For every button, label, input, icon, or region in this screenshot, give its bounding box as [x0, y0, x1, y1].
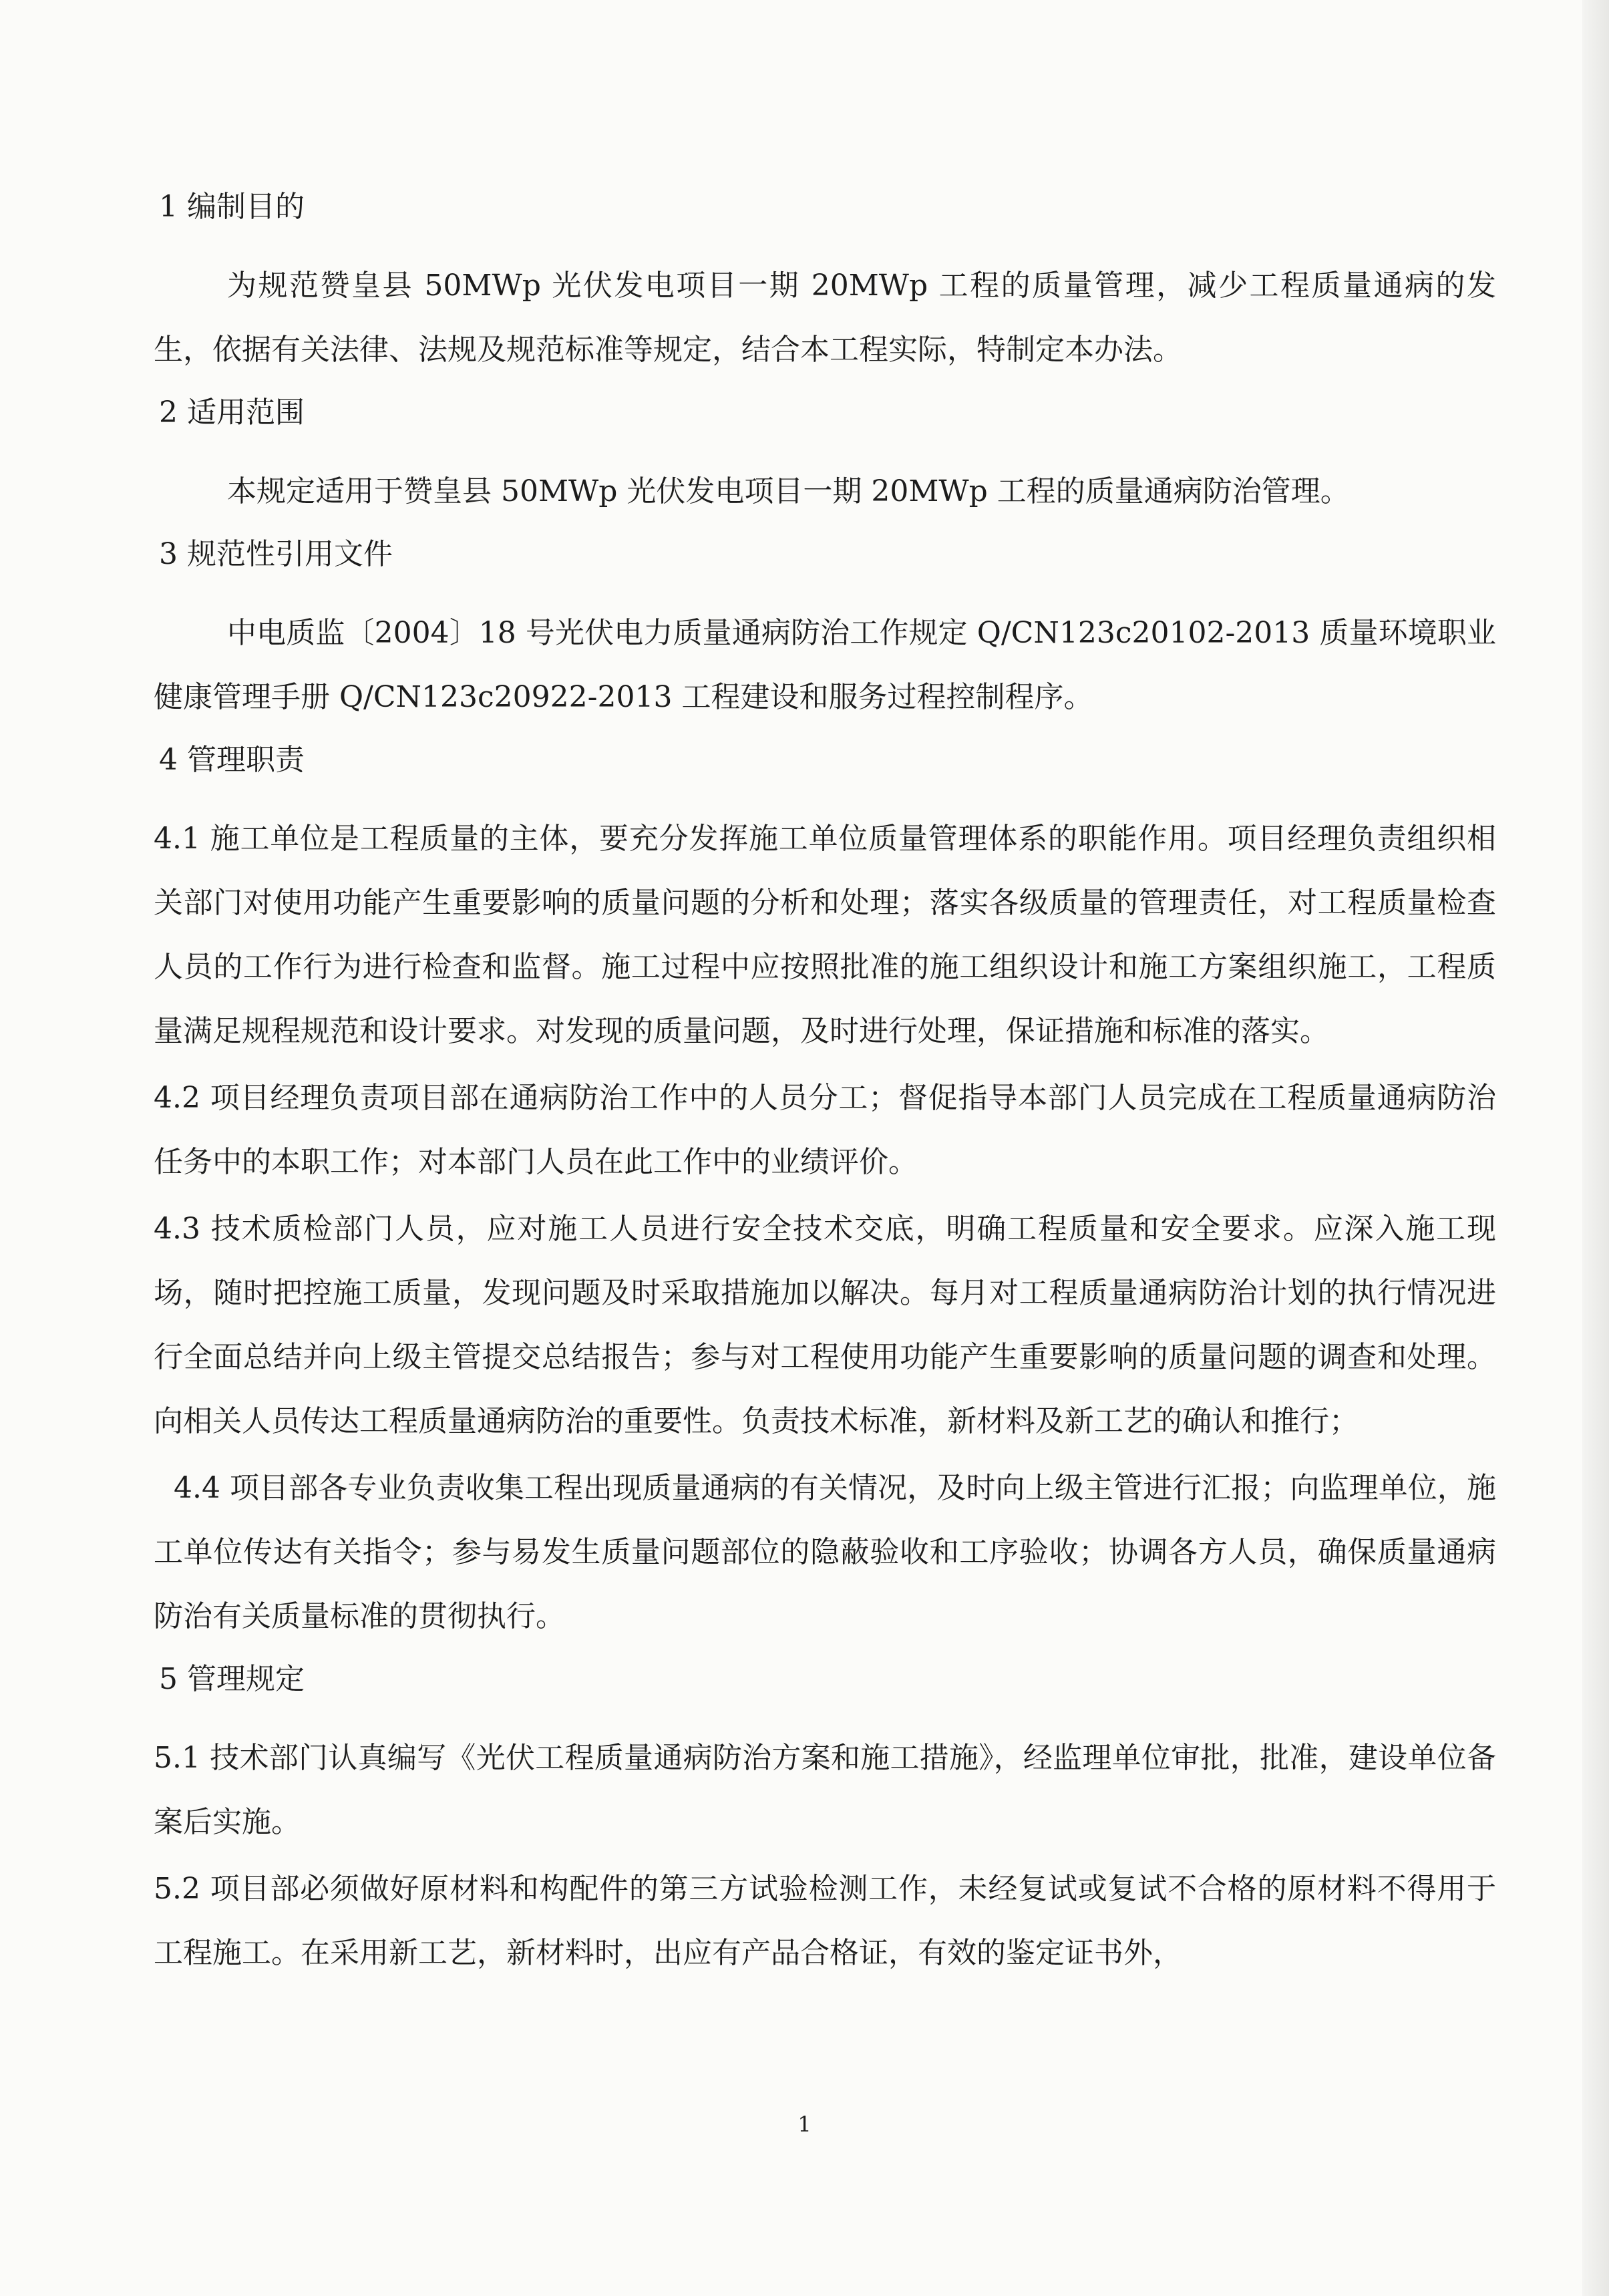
page-number: 1 [797, 2112, 812, 2137]
section-heading-purpose: 1 编制目的 [159, 190, 305, 224]
section-heading-responsibilities: 4 管理职责 [159, 743, 305, 777]
paragraph-5-2: 5.2 项目部必须做好原材料和构配件的第三方试验检测工作，未经复试或复试不合格的原材料不得用于工程施工。在采用新工艺，新材料时，出应有产品合格证，有效的鉴定证书外， [154, 1872, 1496, 1970]
paragraph-4-2: 4.2 项目经理负责项目部在通病防治工作中的人员分工；督促指导本部门人员完成在工程质量通病防治任务中的本职工作；对本部门人员在此工作中的业绩评价。 [154, 1081, 1496, 1179]
section-heading-scope: 2 适用范围 [159, 395, 305, 430]
paragraph-purpose: 为规范赞皇县 50MWp 光伏发电项目一期 20MWp 工程的质量管理，减少工程质量通病的发生，依据有关法律、法规及规范标准等规定，结合本工程实际，特制定本办法。 [154, 269, 1496, 367]
paragraph-references: 中电质监〔2004〕18 号光伏电力质量通病防治工作规定 Q/CN123c20102-2013 质量环境职业健康管理手册 Q/CN123c20922-2013 工程建设和服务过程控制程序。 [154, 616, 1496, 714]
section-heading-references: 3 规范性引用文件 [159, 537, 393, 571]
paragraph-4-4: 4.4 项目部各专业负责收集工程出现质量通病的有关情况，及时向上级主管进行汇报；向监理单位，施工单位传达有关指令；参与易发生质量问题部位的隐蔽验收和工序验收；协调各方人员，确保质量通病防治有关质量标准的贯彻执行。 [154, 1471, 1496, 1633]
paragraph-5-1: 5.1 技术部门认真编写《光伏工程质量通病防治方案和施工措施》，经监理单位审批，批准，建设单位备案后实施。 [154, 1741, 1496, 1839]
document-body [154, 187, 1496, 1988]
paragraph-4-1: 4.1 施工单位是工程质量的主体，要充分发挥施工单位质量管理体系的职能作用。项目经理负责组织相关部门对使用功能产生重要影响的质量问题的分析和处理；落实各级质量的管理责任，对工程质量检查人员的工作行为进行检查和监督。施工过程中应按照批准的施工组织设计和施工方案组织施工，工程质量满足规程规范和设计要求。对发现的质量问题，及时进行处理，保证措施和标准的落实。 [154, 822, 1496, 1048]
section-heading-regulations: 5 管理规定 [159, 1662, 305, 1696]
paragraph-4-3: 4.3 技术质检部门人员，应对施工人员进行安全技术交底，明确工程质量和安全要求。应深入施工现场，随时把控施工质量，发现问题及时采取措施加以解决。每月对工程质量通病防治计划的执行情况进行全面总结并向上级主管提交总结报告；参与对工程使用功能产生重要影响的质量问题的调查和处理。向相关人员传达工程质量通病防治的重要性。负责技术标准，新材料及新工艺的确认和推行； [154, 1212, 1496, 1438]
scan-edge-shadow [1582, 0, 1609, 2296]
paragraph-scope: 本规定适用于赞皇县 50MWp 光伏发电项目一期 20MWp 工程的质量通病防治管理。 [227, 474, 1350, 508]
